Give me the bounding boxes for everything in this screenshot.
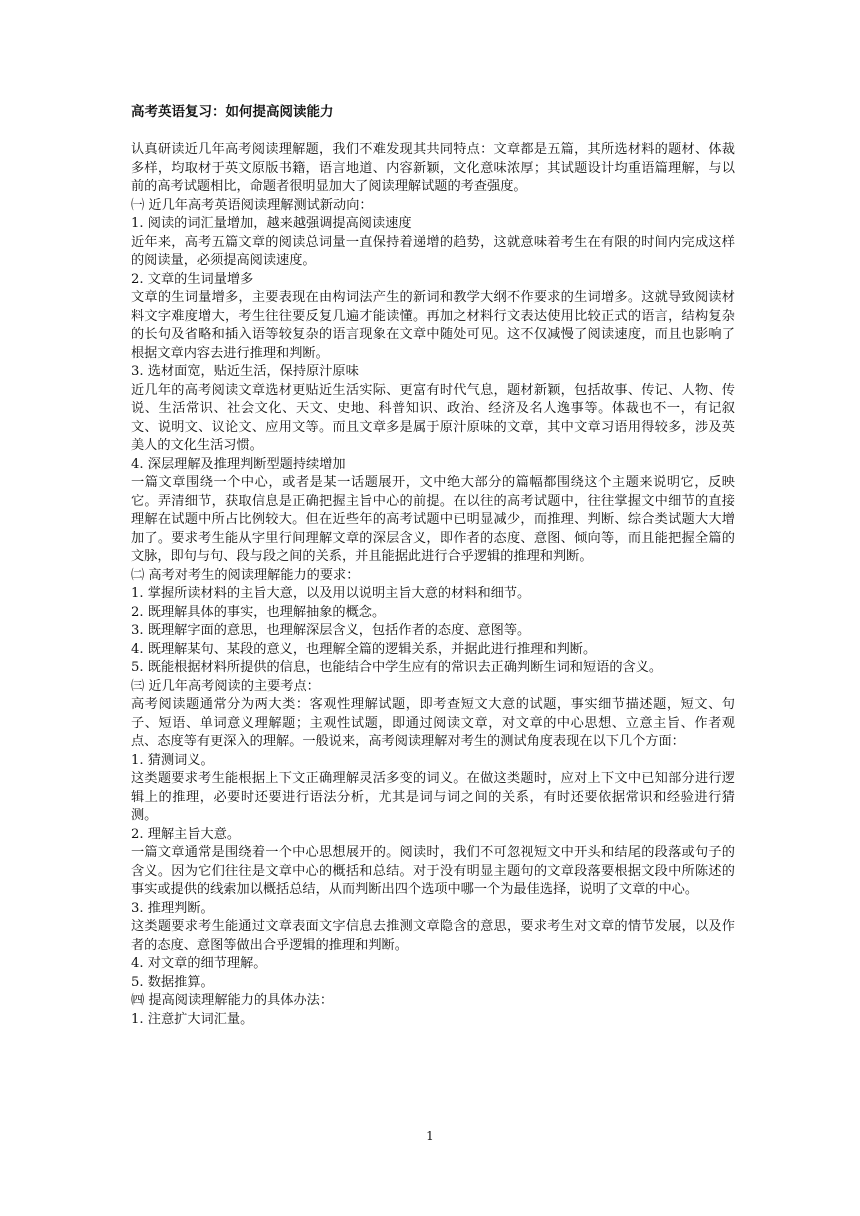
list-item: 1. 猜测词义。 — [131, 752, 214, 768]
list-item: 3. 推理判断。 — [131, 900, 214, 916]
list-item: 2. 既理解具体的事实，也理解抽象的概念。 — [131, 604, 386, 620]
section-heading-3: ㈢ 近几年高考阅读的主要考点： — [131, 678, 320, 694]
body-paragraph: 近年来，高考五篇文章的阅读总词量一直保持着递增的趋势，这就意味着考生在有限的时间内完成这样的阅读量，必须提高阅读速度。 — [131, 234, 735, 268]
list-item: 4. 对文章的细节理解。 — [131, 956, 267, 971]
body-paragraph: 这类题要求考生能根据上下文正确理解灵活多变的词义。在做这类题时，应对上下文中已知部分进行逻辑上的推理，必要时还要进行语法分析，尤其是词与词之间的关系，有时还要依据常识和经验进行猜测。 — [131, 771, 735, 823]
list-item: 4. 深层理解及推理判断型题持续增加 — [131, 456, 346, 472]
section-heading-2: ㈡ 高考对考生的阅读理解能力的要求： — [131, 567, 360, 583]
list-item: 1. 注意扩大词汇量。 — [131, 1011, 254, 1027]
list-item: 5. 既能根据材料所提供的信息，也能结合中学生应有的常识去正确判断生词和短语的含义。 — [131, 660, 663, 675]
body-paragraph: 文章的生词量增多，主要表现在由构词法产生的新词和教学大纲不作要求的生词增多。这就导致阅读材料文字难度增大，考生往往要反复几遍才能读懂。再加之材料行文表达使用比较正式的语言，结构复杂的长句及省略和插入语等较复杂的语言现象在文章中随处可见。这不仅减慢了阅读速度，而且也影响了根据文章内容去进行推理和判断。 — [131, 290, 735, 361]
list-item: 5. 数据推算。 — [131, 974, 214, 990]
body-paragraph: 一篇文章通常是围绕着一个中心思想展开的。阅读时，我们不可忽视短文中开头和结尾的段落或句子的含义。因为它们往往是文章中心的概括和总结。对于没有明显主题句的文章段落要根据文段中所陈述的事实或提供的线索加以概括总结，从而判断出四个选项中哪一个为最佳选择，说明了文章的中心。 — [131, 845, 735, 897]
list-item: 4. 既理解某句、某段的意义，也理解全篇的逻辑关系，并据此进行推理和判断。 — [131, 641, 597, 657]
document-body — [131, 141, 735, 1029]
page-number: 1 — [426, 1129, 434, 1143]
list-item: 2. 理解主旨大意。 — [131, 826, 241, 842]
intro-paragraph: 认真研读近几年高考阅读理解题，我们不难发现其共同特点：文章都是五篇，其所选材料的题材、体裁多样，均取材于英文原版书籍，语言地道、内容新颖，文化意味浓厚；其试题设计均重语篇理解，与以前的高考试题相比，命题者很明显加大了阅读理解试题的考查强度。 — [131, 142, 735, 194]
document-title: 高考英语复习：如何提高阅读能力 — [131, 104, 334, 120]
section-heading-4: ㈣ 提高阅读理解能力的具体办法： — [131, 993, 334, 1008]
body-paragraph: 这类题要求考生能通过文章表面文字信息去推测文章隐含的意思，要求考生对文章的情节发展，以及作者的态度、意图等做出合乎逻辑的推理和判断。 — [131, 919, 735, 953]
body-paragraph: 近几年的高考阅读文章选材更贴近生活实际、更富有时代气息，题材新颖，包括故事、传记、人物、传说、生活常识、社会文化、天文、史地、科普知识、政治、经济及名人逸事等。体裁也不一，有记叙文、说明文、议论文、应用文等。而且文章多是属于原汁原味的文章，其中文章习语用得较多，涉及英美人的文化生活习惯。 — [131, 382, 735, 453]
list-item: 3. 既理解字面的意思，也理解深层含义，包括作者的态度、意图等。 — [131, 623, 531, 638]
list-item: 1. 阅读的词汇量增加，越来越强调提高阅读速度 — [131, 216, 412, 231]
list-item: 2. 文章的生词量增多 — [131, 271, 254, 287]
body-paragraph: 一篇文章围绕一个中心，或者是某一话题展开，文中绝大部分的篇幅都围绕这个主题来说明它，反映它。弄清细节，获取信息是正确把握主旨中心的前提。在以往的高考试题中，往往掌握文中细节的直接理解在试题中所占比例较大。但在近些年的高考试题中已明显减少，而推理、判断、综合类试题大大增加了。要求考生能从字里行间理解文章的深层含义，即作者的态度、意图、倾向等，而且能把握全篇的文脉，即句与句、段与段之间的关系，并且能据此进行合乎逻辑的推理和判断。 — [131, 475, 735, 564]
body-paragraph: 高考阅读题通常分为两大类：客观性理解试题，即考查短文大意的试题，事实细节描述题，短文、句子、短语、单词意义理解题；主观性试题，即通过阅读文章，对文章的中心思想、立意主旨、作者观点、态度等有更深入的理解。一般说来，高考阅读理解对考生的测试角度表现在以下几个方面： — [131, 697, 735, 749]
list-item: 1. 掌握所读材料的主旨大意，以及用以说明主旨大意的材料和细节。 — [131, 586, 531, 601]
section-heading-1: ㈠ 近几年高考英语阅读理解测试新动向： — [131, 197, 373, 213]
list-item: 3. 选材面宽，贴近生活，保持原汁原味 — [131, 364, 359, 379]
